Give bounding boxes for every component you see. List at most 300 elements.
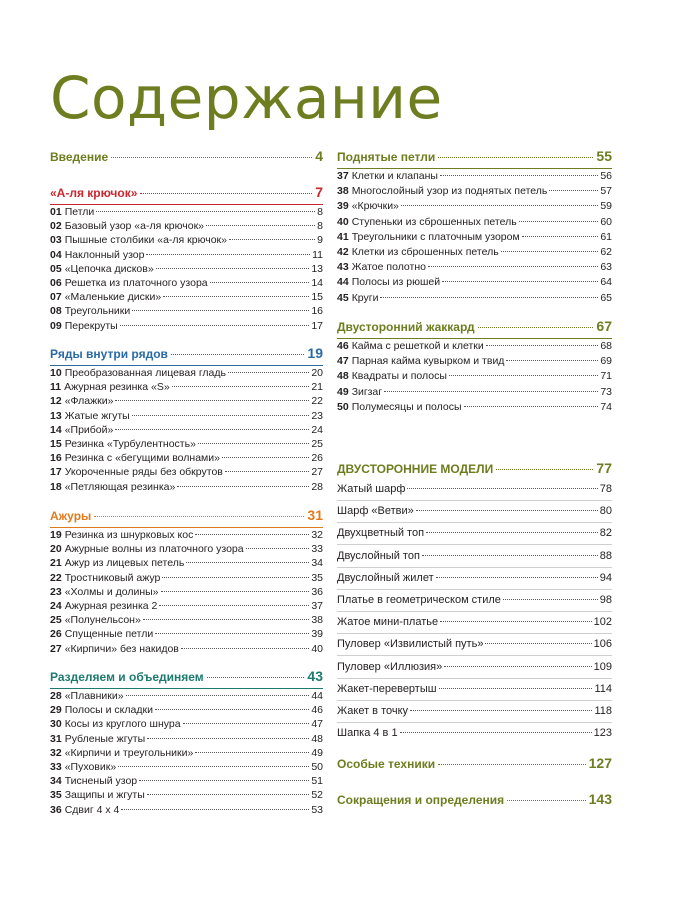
- leader-dots: [485, 643, 591, 644]
- entry-page: 65: [600, 291, 612, 304]
- leader-dots: [132, 310, 309, 311]
- toc-model-entry[interactable]: [337, 637, 612, 651]
- section-label: Ряды внутри рядов: [50, 347, 168, 361]
- section-page: 143: [588, 791, 612, 807]
- toc-entry[interactable]: [337, 370, 612, 383]
- toc-entry[interactable]: [50, 424, 323, 437]
- leader-dots: [416, 510, 598, 511]
- toc-entry[interactable]: [50, 367, 323, 380]
- entry-page: 9: [317, 234, 323, 247]
- toc-entry[interactable]: [50, 291, 323, 304]
- toc-entry[interactable]: [50, 572, 323, 585]
- entry-number: 20: [50, 543, 62, 556]
- entry-page: 61: [600, 230, 612, 243]
- entry-number: 01: [50, 206, 62, 218]
- entry-title: Треугольники с платочным узором: [351, 230, 520, 243]
- toc-section-header[interactable]: [50, 345, 323, 362]
- entry-title: Двухцветный топ: [337, 527, 425, 540]
- leader-dots: [161, 591, 310, 592]
- entry-page: 69: [600, 355, 612, 368]
- leader-dots: [120, 325, 310, 326]
- toc-section-models[interactable]: [337, 460, 612, 477]
- toc-entry[interactable]: [50, 690, 323, 703]
- leader-dots: [162, 577, 309, 578]
- entry-page: 22: [311, 395, 323, 408]
- entry-title: Косы из круглого шнура: [64, 718, 181, 731]
- toc-section-header[interactable]: [50, 184, 323, 201]
- toc-entry[interactable]: [337, 200, 612, 213]
- entry-page: 16: [311, 305, 323, 318]
- entry-title: Укороченные ряды без обкрутов: [64, 466, 223, 479]
- toc-entry[interactable]: [50, 381, 323, 394]
- leader-dots: [438, 157, 593, 158]
- toc-entry[interactable]: [337, 246, 612, 259]
- leader-dots: [177, 486, 309, 487]
- entry-number: 49: [337, 385, 349, 398]
- toc-entry[interactable]: [50, 718, 323, 731]
- toc-entry[interactable]: [50, 452, 323, 465]
- leader-dots: [225, 471, 309, 472]
- toc-entry[interactable]: [337, 401, 612, 414]
- toc-section-abbrev[interactable]: [337, 791, 612, 808]
- leader-dots: [436, 577, 598, 578]
- entry-title: Пуловер «Иллюзия»: [337, 660, 443, 673]
- entry-number: 29: [50, 704, 62, 717]
- entry-title: «Петляющая резинка»: [64, 480, 176, 493]
- section-label: Двусторонний жаккард: [337, 320, 475, 334]
- toc-entry[interactable]: [50, 747, 323, 760]
- toc-entry[interactable]: [50, 643, 323, 656]
- entry-page: 59: [600, 200, 612, 213]
- entry-page: 53: [311, 803, 323, 816]
- entry-page: 62: [600, 246, 612, 258]
- entry-title: Ажурная резинка 2: [64, 600, 158, 612]
- entry-page: 13: [311, 262, 323, 275]
- leader-dots: [503, 599, 598, 600]
- toc-entry[interactable]: [337, 185, 612, 198]
- entry-title: Ступеньки из сброшенных петель: [351, 215, 517, 228]
- toc-model-entry[interactable]: [337, 549, 612, 563]
- entry-page: 32: [311, 529, 323, 541]
- toc-entry[interactable]: [50, 410, 323, 423]
- entry-number: 11: [50, 381, 62, 394]
- leader-dots: [139, 780, 309, 781]
- entry-number: 32: [50, 746, 62, 759]
- leader-dots: [146, 254, 310, 255]
- entry-number: 28: [50, 690, 62, 702]
- entry-page: 14: [311, 277, 323, 289]
- leader-dots: [96, 211, 315, 212]
- section-underline: [50, 527, 323, 528]
- entry-title: Жакет в точку: [337, 705, 409, 717]
- leader-dots: [400, 732, 592, 733]
- leader-dots: [198, 443, 309, 444]
- entry-number: 31: [50, 732, 62, 745]
- toc-entry[interactable]: [50, 277, 323, 290]
- leader-dots: [111, 157, 312, 158]
- entry-page: 21: [311, 381, 323, 394]
- leader-dots: [522, 236, 599, 237]
- entry-page: 106: [593, 638, 612, 651]
- entry-page: 34: [311, 557, 323, 570]
- toc-model-entry[interactable]: [337, 682, 612, 696]
- entry-title: Пуловер «Извилистый путь»: [337, 638, 484, 651]
- entry-number: 30: [50, 718, 62, 731]
- entry-page: 51: [311, 775, 323, 788]
- leader-dots: [207, 677, 305, 678]
- entry-page: 52: [311, 789, 323, 802]
- toc-entry[interactable]: [337, 276, 612, 289]
- entry-number: 05: [50, 262, 62, 275]
- leader-dots: [115, 400, 309, 401]
- entry-title: Рубленые жгуты: [64, 732, 146, 745]
- toc-model-entry[interactable]: [337, 504, 612, 518]
- leader-dots: [507, 800, 586, 801]
- toc-section-header[interactable]: [50, 668, 323, 685]
- section-label: Ажуры: [50, 509, 92, 523]
- entry-page: 33: [311, 543, 323, 556]
- toc-entry[interactable]: [50, 466, 323, 479]
- leader-dots: [147, 794, 310, 795]
- entry-number: 35: [50, 789, 62, 802]
- leader-dots: [210, 282, 310, 283]
- entry-title: Шапка 4 в 1: [337, 727, 398, 740]
- section-page: 55: [596, 148, 612, 164]
- section-label: Поднятые петли: [337, 150, 436, 164]
- leader-dots: [94, 516, 304, 517]
- entry-title: Сдвиг 4 х 4: [64, 803, 120, 816]
- toc-section-special[interactable]: [337, 755, 612, 772]
- leader-dots: [501, 251, 599, 252]
- entry-title: Решетка из платочного узора: [64, 277, 208, 289]
- entry-title: Треугольники: [64, 305, 131, 318]
- entry-title: Спущенные петли: [64, 628, 154, 641]
- entry-title: Петли: [64, 206, 95, 218]
- toc-entry[interactable]: [337, 261, 612, 274]
- toc-entry[interactable]: [50, 529, 323, 542]
- entry-title: Жакет-перевертыш: [337, 682, 437, 695]
- entry-page: 47: [311, 718, 323, 731]
- section-page: 67: [596, 318, 612, 334]
- toc-entry[interactable]: [337, 355, 612, 368]
- section-label: Разделяем и объединяем: [50, 670, 204, 684]
- entry-title: Наклонный узор: [64, 248, 145, 261]
- toc-entry[interactable]: [50, 557, 323, 570]
- leader-dots: [496, 469, 593, 470]
- entry-title: Ажурная резинка «S»: [64, 381, 170, 394]
- toc-entry[interactable]: [50, 206, 323, 219]
- entry-number: 17: [50, 466, 62, 479]
- entry-title: Ажур из лицевых петель: [64, 557, 185, 570]
- leader-dots: [464, 406, 599, 407]
- toc-model-entry[interactable]: [337, 482, 612, 496]
- entry-number: 02: [50, 220, 62, 233]
- leader-dots: [140, 193, 312, 194]
- section-label: ДВУСТОРОННИЕ МОДЕЛИ: [337, 462, 494, 476]
- section-page: 4: [315, 148, 323, 164]
- entry-page: 49: [311, 746, 323, 759]
- leader-dots: [428, 266, 598, 267]
- entry-number: 47: [337, 355, 349, 368]
- entry-page: 38: [311, 614, 323, 627]
- entry-title: Жатое полотно: [351, 261, 426, 274]
- section-underline: [50, 365, 323, 366]
- toc-model-entry[interactable]: [337, 593, 612, 607]
- entry-page: 88: [599, 549, 612, 562]
- entry-title: Тростниковый ажур: [64, 571, 161, 584]
- toc-entry[interactable]: [50, 628, 323, 641]
- toc-entry[interactable]: [50, 438, 323, 451]
- leader-dots: [440, 175, 598, 176]
- toc-entry[interactable]: [50, 704, 323, 717]
- entry-title: Ажурные волны из платочного узора: [64, 543, 244, 556]
- toc-entry[interactable]: [50, 586, 323, 599]
- toc-entry[interactable]: [50, 600, 323, 613]
- leader-dots: [449, 375, 598, 376]
- section-underline: [50, 688, 323, 689]
- entry-title: Кайма с решеткой и клетки: [351, 340, 484, 352]
- leader-dots: [438, 764, 586, 765]
- toc-entry[interactable]: [50, 234, 323, 247]
- toc-entry[interactable]: [50, 481, 323, 494]
- entry-number: 04: [50, 248, 62, 261]
- entry-title: Перекруты: [64, 319, 118, 332]
- entry-title: «Крючки»: [351, 200, 399, 213]
- leader-dots: [155, 709, 309, 710]
- toc-model-entry[interactable]: [337, 660, 612, 674]
- entry-number: 41: [337, 230, 349, 243]
- leader-dots: [143, 619, 310, 620]
- entry-title: «Пуховик»: [64, 761, 117, 773]
- entry-page: 26: [311, 452, 323, 465]
- entry-title: Полосы и складки: [64, 704, 153, 717]
- entry-title: Полосы из рюшей: [351, 276, 441, 289]
- toc-section-header[interactable]: [50, 507, 323, 524]
- leader-dots: [121, 809, 309, 810]
- section-label: Сокращения и определения: [337, 793, 505, 807]
- entry-page: 20: [311, 367, 323, 379]
- entry-page: 80: [599, 505, 612, 518]
- entry-page: 57: [600, 185, 612, 198]
- entry-page: 44: [311, 690, 323, 702]
- entry-number: 19: [50, 529, 62, 541]
- entry-number: 16: [50, 452, 62, 465]
- toc-model-entry[interactable]: [337, 704, 612, 718]
- leader-dots: [195, 534, 309, 535]
- toc-entry[interactable]: [50, 305, 323, 318]
- entry-page: 118: [594, 705, 612, 717]
- entry-page: 17: [311, 319, 323, 332]
- entry-title: Базовый узор «а-ля крючок»: [64, 220, 205, 233]
- toc-entry[interactable]: [337, 170, 612, 183]
- entry-page: 28: [311, 480, 323, 493]
- entry-number: 13: [50, 409, 62, 422]
- entry-title: «Маленькие диски»: [64, 291, 162, 304]
- entry-page: 25: [311, 438, 323, 450]
- entry-title: Резинка из шнурковых кос: [64, 529, 194, 541]
- entry-title: Зигзаг: [351, 385, 383, 398]
- entry-title: Двуслойный жилет: [337, 571, 434, 584]
- toc-entry[interactable]: [50, 775, 323, 788]
- toc-entry[interactable]: [50, 733, 323, 746]
- entry-page: 56: [600, 170, 612, 182]
- leader-dots: [439, 688, 593, 689]
- toc-entry[interactable]: [50, 761, 323, 774]
- entry-title: Резинка с «бегущими волнами»: [64, 452, 220, 465]
- toc-entry[interactable]: [50, 395, 323, 408]
- entry-page: 36: [311, 585, 323, 598]
- toc-section-header[interactable]: [337, 318, 612, 335]
- entry-page: 24: [311, 423, 323, 436]
- entry-page: 68: [600, 340, 612, 352]
- entry-number: 07: [50, 291, 62, 304]
- entry-number: 34: [50, 775, 62, 788]
- entry-number: 14: [50, 423, 62, 436]
- leader-dots: [156, 268, 310, 269]
- leader-dots: [183, 723, 310, 724]
- toc-entry[interactable]: [50, 614, 323, 627]
- entry-page: 73: [600, 385, 612, 398]
- leader-dots: [206, 225, 315, 226]
- section-underline: [337, 168, 612, 169]
- entry-page: 60: [600, 215, 612, 228]
- page-title: Содержание: [50, 64, 443, 132]
- leader-dots: [444, 666, 591, 667]
- entry-title: Жатое мини-платье: [337, 616, 439, 629]
- entry-title: Преобразованная лицевая гладь: [64, 367, 226, 379]
- leader-dots: [440, 621, 592, 622]
- entry-page: 37: [311, 600, 323, 612]
- leader-dots: [401, 205, 598, 206]
- entry-page: 50: [311, 761, 323, 773]
- entry-number: 15: [50, 438, 62, 450]
- section-label: «А-ля крючок»: [50, 186, 138, 200]
- toc-entry[interactable]: [50, 543, 323, 556]
- entry-number: 25: [50, 614, 62, 627]
- leader-dots: [422, 555, 598, 556]
- entry-number: 08: [50, 305, 62, 318]
- leader-dots: [171, 354, 305, 355]
- toc-entry[interactable]: [50, 804, 323, 817]
- section-page: 127: [588, 755, 612, 771]
- entry-number: 22: [50, 571, 62, 584]
- entry-page: 8: [317, 220, 323, 233]
- leader-dots: [132, 415, 310, 416]
- toc-section-header[interactable]: [337, 148, 612, 165]
- entry-page: 123: [593, 727, 612, 740]
- section-underline: [337, 338, 612, 339]
- entry-page: 94: [599, 571, 612, 584]
- toc-entry[interactable]: [337, 340, 612, 353]
- leader-dots: [228, 372, 309, 373]
- entry-number: 36: [50, 803, 62, 816]
- leader-dots: [159, 605, 309, 606]
- leader-dots: [181, 648, 309, 649]
- leader-dots: [478, 327, 594, 328]
- entry-title: Клетки из сброшенных петель: [351, 246, 499, 258]
- toc-entry[interactable]: [337, 216, 612, 229]
- toc-model-entry[interactable]: [337, 726, 612, 740]
- leader-dots: [155, 633, 309, 634]
- toc-model-entry[interactable]: [337, 615, 612, 629]
- entry-number: 23: [50, 585, 62, 598]
- leader-dots: [380, 297, 598, 298]
- section-page: 77: [596, 460, 612, 476]
- toc-entry[interactable]: [50, 320, 323, 333]
- leader-dots: [147, 738, 309, 739]
- leader-dots: [486, 345, 599, 346]
- entry-number: 42: [337, 246, 349, 258]
- leader-dots: [246, 548, 310, 549]
- entry-page: 46: [311, 704, 323, 717]
- entry-title: «Плавники»: [64, 690, 124, 702]
- leader-dots: [407, 488, 597, 489]
- leader-dots: [426, 532, 598, 533]
- toc-model-entry[interactable]: [337, 571, 612, 585]
- leader-dots: [195, 752, 309, 753]
- entry-number: 37: [337, 170, 349, 182]
- entry-number: 40: [337, 215, 349, 228]
- leader-dots: [126, 695, 310, 696]
- toc-entry[interactable]: [50, 220, 323, 233]
- entry-number: 10: [50, 367, 62, 379]
- toc-entry[interactable]: [50, 263, 323, 276]
- entry-number: 09: [50, 319, 62, 332]
- entry-number: 39: [337, 200, 349, 213]
- section-page: 31: [307, 507, 323, 523]
- section-page: 43: [307, 668, 323, 684]
- entry-page: 48: [311, 732, 323, 745]
- entry-page: 102: [593, 616, 612, 629]
- leader-dots: [519, 221, 599, 222]
- section-page: 7: [315, 184, 323, 200]
- entry-title: «Полунельсон»: [64, 614, 141, 627]
- toc-model-entry[interactable]: [337, 526, 612, 540]
- entry-title: Полумесяцы и полосы: [351, 400, 462, 413]
- leader-dots: [186, 562, 309, 563]
- entry-page: 8: [317, 206, 323, 218]
- entry-page: 27: [311, 466, 323, 479]
- toc-entry[interactable]: [337, 231, 612, 244]
- toc-entry[interactable]: [337, 292, 612, 305]
- toc-entry[interactable]: [50, 249, 323, 262]
- entry-number: 24: [50, 600, 62, 612]
- toc-section-intro[interactable]: [50, 148, 323, 165]
- toc-entry[interactable]: [337, 386, 612, 399]
- entry-title: Пышные столбики «а-ля крючок»: [64, 234, 227, 247]
- entry-page: 82: [599, 527, 612, 540]
- entry-title: «Цепочка дисков»: [64, 262, 154, 275]
- entry-page: 35: [311, 571, 323, 584]
- leader-dots: [222, 457, 309, 458]
- entry-page: 40: [311, 642, 323, 655]
- entry-title: Платье в геометрическом стиле: [337, 594, 501, 606]
- entry-page: 109: [593, 660, 612, 673]
- entry-number: 27: [50, 642, 62, 655]
- entry-number: 43: [337, 261, 349, 274]
- entry-page: 114: [594, 682, 612, 695]
- entry-page: 11: [312, 248, 323, 261]
- entry-title: Жатые жгуты: [64, 409, 130, 422]
- leader-dots: [442, 281, 598, 282]
- leader-dots: [410, 710, 592, 711]
- entry-title: «Холмы и долины»: [64, 585, 159, 598]
- leader-dots: [549, 190, 598, 191]
- entry-page: 63: [600, 261, 612, 274]
- entry-title: Двуслойный топ: [337, 549, 420, 562]
- entry-title: Квадраты и полосы: [351, 370, 447, 383]
- toc-entry[interactable]: [50, 789, 323, 802]
